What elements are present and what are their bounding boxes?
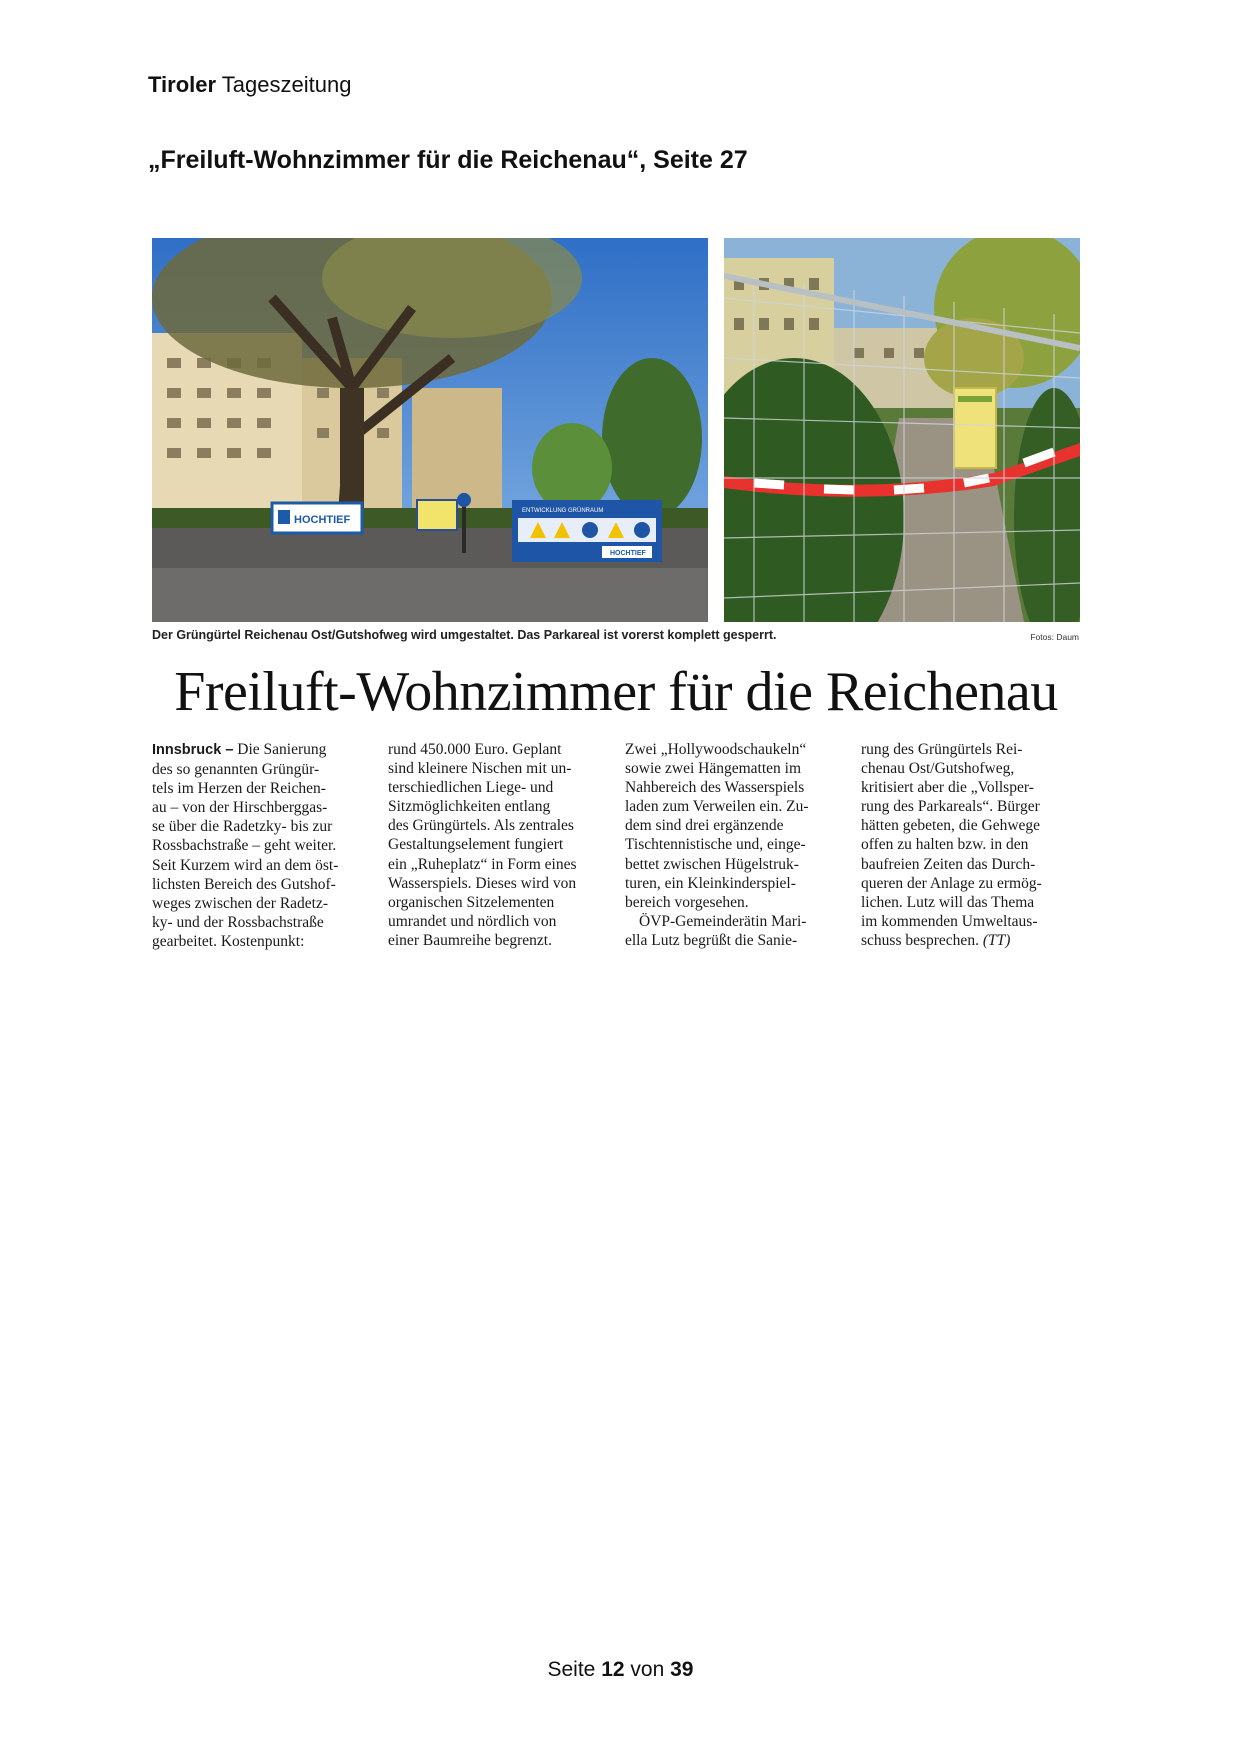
column-line: umrandet und nördlich von: [388, 912, 557, 930]
column-line: bereich vorgesehen.: [625, 893, 749, 911]
column-line: offen zu halten bzw. in den: [861, 836, 1029, 854]
column-line: ein „Ruheplatz“ in Form eines: [388, 855, 577, 873]
publication-name-bold: Tiroler: [148, 72, 217, 97]
column-line: Gestaltungselement fungiert: [388, 836, 564, 854]
column-line: sind kleinere Nischen mit un-: [388, 760, 572, 778]
column-line: des Grüngürtels. Als zentrales: [388, 817, 574, 835]
photo-closed-park-graphic: [724, 238, 1080, 622]
column-line: [152, 740, 371, 760]
column-line: Sitzmöglichkeiten entlang: [388, 798, 551, 816]
article-signature: (TT): [982, 931, 1011, 949]
article-column-3: [625, 740, 844, 950]
photo-construction-site-graphic: [152, 238, 708, 622]
column-line: lichen. Lutz will das Thema: [861, 893, 1035, 911]
column-line: ella Lutz begrüßt die Sanie-: [625, 931, 798, 949]
column-line: chenau Ost/Gutshofweg,: [861, 760, 1015, 778]
publication-name: [148, 72, 351, 98]
page-number-footer: [0, 1658, 1241, 1682]
column-line: Wasserspiels. Dieses wird von: [388, 874, 577, 892]
publication-name-rest: Tageszeitung: [221, 72, 352, 97]
photo-caption: Der Grüngürtel Reichenau Ost/Gutshofweg wird umgestaltet. Das Parkareal ist vorerst komplett gesperrt.: [152, 628, 777, 642]
column-line: queren der Anlage zu ermög-: [861, 874, 1042, 892]
photo-credit: Fotos: Daum: [1030, 632, 1079, 642]
photo-closed-park: [724, 238, 1080, 622]
column-line: tels im Herzen der Reichen-: [152, 780, 326, 798]
column-line: im kommenden Umweltaus-: [861, 912, 1038, 930]
footer-total-pages: 39: [670, 1658, 694, 1681]
column-line: hätten gebeten, die Gehwege: [861, 817, 1041, 835]
column-line: gearbeitet. Kostenpunkt:: [152, 932, 305, 950]
column-line: terschiedlichen Liege- und: [388, 779, 554, 797]
column-line: rung des Grüngürtels Rei-: [861, 741, 1023, 758]
footer-prefix: Seite: [547, 1658, 596, 1681]
column-line: au – von der Hirschberggas-: [152, 799, 328, 817]
left-sign-label: HOCHTIEF: [294, 514, 351, 526]
column-line: organischen Sitzelementen: [388, 893, 555, 911]
column-line: einer Baumreihe begrenzt.: [388, 931, 552, 949]
left-banner-top-label: ENTWICKLUNG GRÜNRAUM: [522, 508, 604, 514]
column-line: weges zwischen der Radetz-: [152, 894, 329, 912]
column-line: kritisiert aber die „Vollsper-: [861, 779, 1034, 797]
column-line-text: Die Sanierung: [237, 741, 327, 758]
column-line: ÖVP-Gemeinderätin Mari-: [639, 912, 807, 930]
column-line: Tischtennistische und, einge-: [625, 836, 806, 854]
column-line: Zwei „Hollywoodschaukeln“: [625, 741, 807, 758]
footer-middle: von: [630, 1658, 665, 1681]
column-line-text: schuss besprechen.: [861, 931, 979, 949]
article-headline: Freiluft-Wohnzimmer für die Reichenau: [174, 661, 1058, 723]
column-line: baufreien Zeiten das Durch-: [861, 855, 1036, 873]
photo-construction-site: [152, 238, 708, 622]
column-line: bettet zwischen Hügelstruk-: [625, 855, 799, 873]
article-dateline: Innsbruck –: [152, 742, 234, 758]
column-line: Nahbereich des Wasserspiels: [625, 779, 805, 797]
left-sign-label-2: HOCHTIEF: [610, 550, 646, 557]
column-line: des so genannten Grüngür-: [152, 761, 320, 779]
article-reference-title: „Freiluft-Wohnzimmer für die Reichenau“, Seite 27: [148, 146, 748, 174]
column-line: rund 450.000 Euro. Geplant: [388, 741, 562, 758]
column-line: ky- und der Rossbachstraße: [152, 913, 324, 931]
column-line: se über die Radetzky- bis zur: [152, 818, 333, 836]
column-line: lichsten Bereich des Gutshof-: [152, 875, 336, 893]
article-column-4: [861, 740, 1080, 950]
column-line: laden zum Verweilen ein. Zu-: [625, 798, 809, 816]
column-line: Rossbachstraße – geht weiter.: [152, 837, 337, 855]
column-line: [861, 931, 1080, 950]
column-line: Seit Kurzem wird an dem öst-: [152, 856, 339, 874]
footer-page-number: 12: [601, 1658, 625, 1681]
column-line: dem sind drei ergänzende: [625, 817, 784, 835]
article-column-1: [152, 740, 371, 951]
column-line: turen, ein Kleinkinderspiel-: [625, 874, 796, 892]
column-line: sowie zwei Hängematten im: [625, 760, 802, 778]
article-column-2: [388, 740, 607, 950]
column-line: rung des Parkareals“. Bürger: [861, 798, 1040, 816]
